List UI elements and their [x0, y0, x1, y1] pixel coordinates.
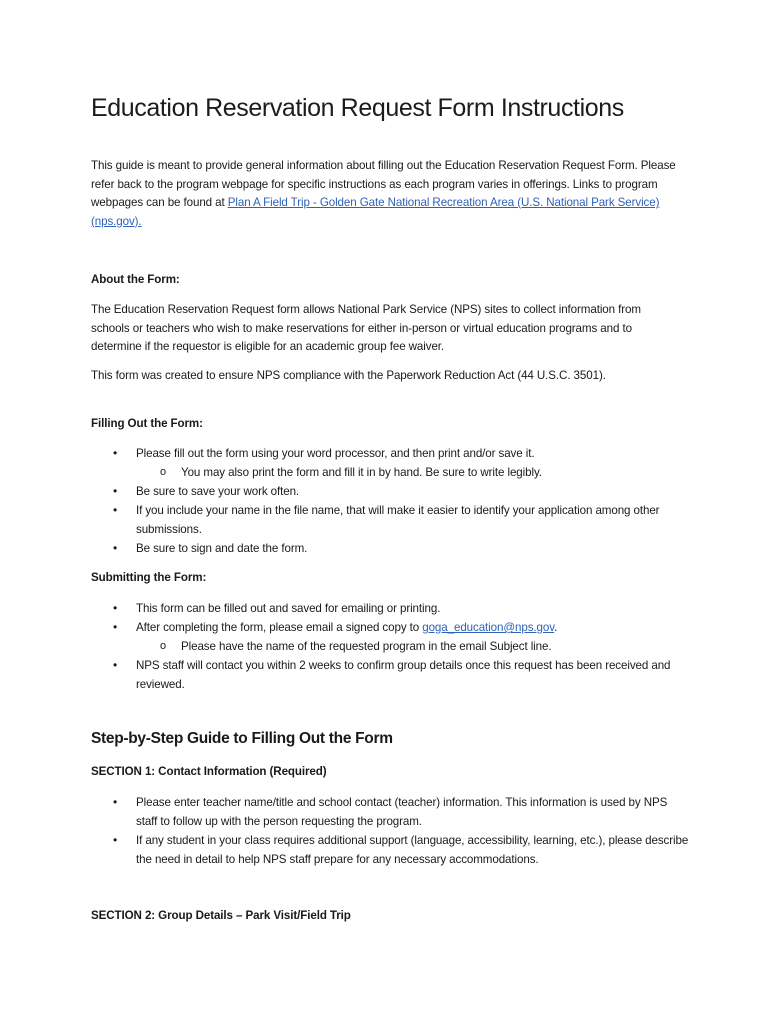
intro-paragraph [91, 157, 681, 231]
list-item: o You may also print the form and fill it in by hand. Be sure to write legibly. [91, 463, 691, 482]
list-item: • Please enter teacher name/title and school contact (teacher) information. This information is used by NPS staff to follow up with the person requesting the program. [91, 793, 691, 831]
list-item: • If you include your name in the file name, that will make it easier to identify your application among other submissions. [91, 501, 691, 539]
page-title: Education Reservation Request Form Instructions [91, 94, 624, 122]
submitting-list [91, 599, 691, 694]
section-1-list [91, 793, 691, 869]
list-item: • If any student in your class requires additional support (language, accessibility, learning, etc.), please describe the need in detail to help NPS staff prepare for any necessary accommodations. [91, 831, 691, 869]
email-link[interactable]: goga_education@nps.gov [422, 621, 555, 634]
submitting-heading: Submitting the Form: [91, 571, 207, 584]
list-item: • This form can be filled out and saved for emailing or printing. [91, 599, 691, 618]
section-2-heading: SECTION 2: Group Details – Park Visit/Field Trip [91, 909, 351, 922]
list-item: • Please fill out the form using your word processor, and then print and/or save it. [91, 444, 691, 463]
about-paragraph-1: The Education Reservation Request form allows National Park Service (NPS) sites to collect information from schools or teachers who wish to make reservations for either in-person or virtual education programs and to determine if the requestor is eligible for an academic group fee waiver. [91, 303, 641, 353]
filling-list [91, 444, 691, 558]
field-trip-link[interactable]: Plan A Field Trip - Golden Gate National Recreation Area (U.S. National Park Service) (nps.gov). [91, 196, 660, 228]
intro-text: This guide is meant to provide general information about filling out the Education Reservation Request Form. Please refer back to the program webpage for specific instructions as each program varies in offerings. Links to program webpages can be found at [91, 159, 676, 209]
guide-heading: Step-by-Step Guide to Filling Out the Form [91, 730, 393, 747]
about-paragraph-2: This form was created to ensure NPS compliance with the Paperwork Reduction Act (44 U.S.C. 3501). [91, 369, 606, 382]
list-item: • Be sure to sign and date the form. [91, 539, 691, 558]
section-1-heading: SECTION 1: Contact Information (Required) [91, 765, 327, 778]
list-item: • NPS staff will contact you within 2 weeks to confirm group details once this request has been received and reviewed. [91, 656, 691, 694]
list-item: o Please have the name of the requested program in the email Subject line. [91, 637, 691, 656]
list-item: • Be sure to save your work often. [91, 482, 691, 501]
list-item: • After completing the form, please email a signed copy to goga_education@nps.gov. [91, 618, 691, 637]
filling-heading: Filling Out the Form: [91, 417, 203, 430]
about-heading: About the Form: [91, 273, 180, 286]
